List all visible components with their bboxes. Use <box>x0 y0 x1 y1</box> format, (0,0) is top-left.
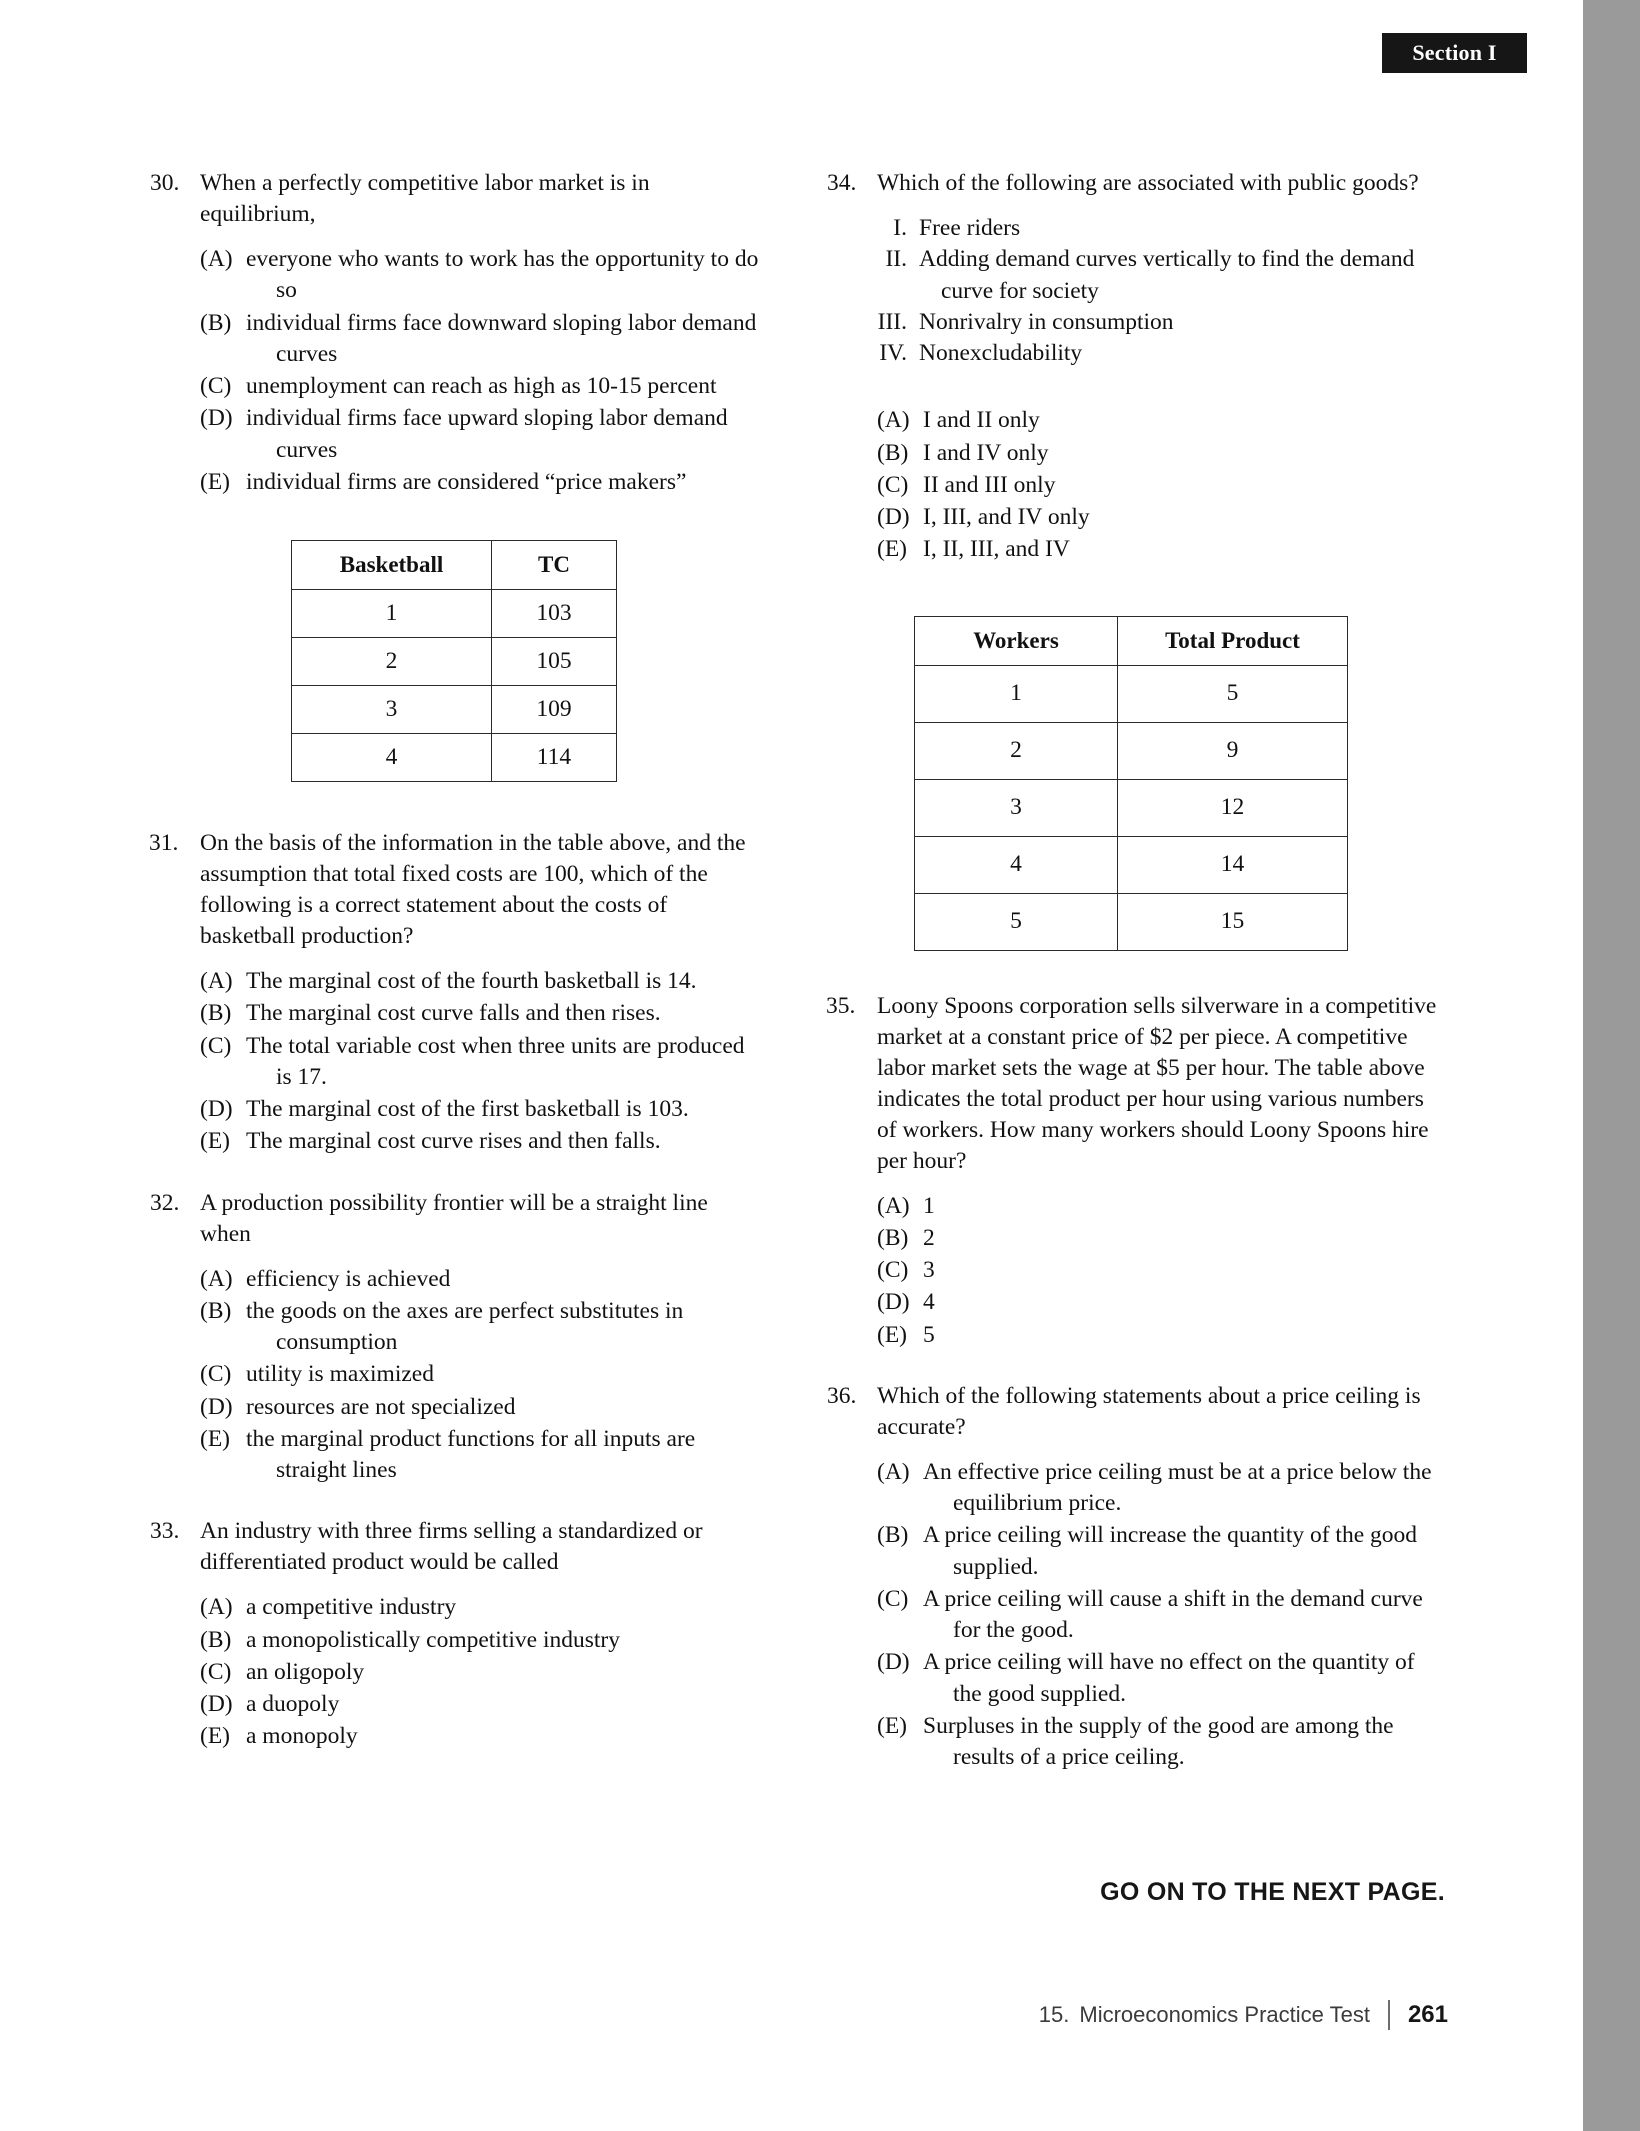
choice-letter: (A) <box>200 1265 233 1292</box>
column-header: Basketball <box>292 541 492 590</box>
table-row <box>915 836 1348 893</box>
choice-text: 1 <box>923 1192 935 1219</box>
two-column-body <box>148 168 1438 1803</box>
cell-tc: 105 <box>492 638 617 686</box>
roman-numeral: II. <box>885 246 907 273</box>
choice-letter: (E) <box>200 1425 231 1452</box>
workers-total-product-table <box>914 616 1348 951</box>
choice-item[interactable] <box>877 1287 1437 1318</box>
cell-basketball: 1 <box>292 590 492 638</box>
roman-list-item <box>871 244 1437 307</box>
choice-item[interactable] <box>877 405 1437 436</box>
choice-letter: (B) <box>200 1297 232 1324</box>
roman-numeral: I. <box>893 215 907 242</box>
choice-text: I and IV only <box>923 439 1049 466</box>
question-31-stem: On the basis of the information in the table above, and the assumption that total fixed costs are 100, which of the following is a correct statement about the costs of basketball production? <box>200 830 746 950</box>
table-row <box>292 590 617 638</box>
cell-workers: 2 <box>915 722 1118 779</box>
cell-tc: 114 <box>492 734 617 782</box>
question-35-header <box>825 991 1437 1177</box>
cell-basketball: 2 <box>292 638 492 686</box>
choice-letter: (D) <box>877 1649 910 1676</box>
cell-total-product: 5 <box>1118 665 1348 722</box>
question-34 <box>825 168 1437 566</box>
question-36-number: 36. <box>827 1382 857 1409</box>
choice-text: utility is maximized <box>246 1361 434 1388</box>
choice-item[interactable] <box>200 1592 760 1623</box>
roman-list-item <box>871 213 1437 244</box>
choice-letter: (C) <box>877 471 909 498</box>
choice-text: I, III, and IV only <box>923 504 1090 531</box>
table-row <box>292 686 617 734</box>
choice-text: the marginal product functions for all inputs are straight lines <box>246 1425 696 1484</box>
choice-letter: (B) <box>200 1626 232 1653</box>
choice-text: The marginal cost of the first basketball is 103. <box>246 1096 689 1123</box>
roman-text: Free riders <box>919 215 1021 242</box>
choice-text: individual firms face upward sloping labor demand curves <box>246 405 728 463</box>
choice-item[interactable] <box>877 1191 1437 1222</box>
page-footer <box>0 2000 1448 2030</box>
question-34-choices <box>825 405 1437 565</box>
choice-letter: (D) <box>200 405 233 432</box>
choice-item[interactable] <box>877 438 1437 469</box>
choice-item[interactable] <box>200 1094 760 1125</box>
page-number: 261 <box>1407 2001 1448 2028</box>
question-31-number: 31. <box>149 830 179 857</box>
spacer <box>825 369 1437 391</box>
cell-total-product: 15 <box>1118 893 1348 950</box>
choice-item[interactable] <box>877 502 1437 533</box>
cell-tc: 103 <box>492 590 617 638</box>
choice-text: The total variable cost when three units are produced is 17. <box>246 1032 745 1090</box>
choice-item[interactable] <box>877 470 1437 501</box>
choice-letter: (C) <box>877 1585 909 1612</box>
choice-item[interactable] <box>200 1689 760 1720</box>
choice-text: An effective price ceiling must be at a price below the equilibrium price. <box>923 1458 1432 1517</box>
choice-item[interactable] <box>877 1255 1437 1286</box>
choice-letter: (B) <box>877 1224 909 1251</box>
choice-letter: (C) <box>200 1032 232 1059</box>
choice-letter: (E) <box>200 1723 231 1750</box>
choice-letter: (A) <box>200 246 233 273</box>
question-33-header <box>148 1516 760 1578</box>
footer-chapter-number: 15. <box>1038 2002 1070 2027</box>
choice-item[interactable] <box>877 1520 1437 1583</box>
roman-text: Nonexcludability <box>919 340 1083 367</box>
basketball-table-container <box>148 540 760 782</box>
question-32-choices <box>148 1264 760 1487</box>
choice-letter: (D) <box>877 504 910 531</box>
choice-item[interactable] <box>877 1457 1437 1520</box>
choice-letter: (A) <box>200 1594 233 1621</box>
choice-text: 4 <box>923 1289 935 1316</box>
table-row <box>915 893 1348 950</box>
question-32-header <box>148 1188 760 1250</box>
choice-item[interactable] <box>200 1424 760 1487</box>
question-36-choices <box>825 1457 1437 1774</box>
cell-workers: 3 <box>915 779 1118 836</box>
choice-item[interactable] <box>200 244 760 307</box>
right-column <box>825 168 1437 1803</box>
choice-item[interactable] <box>200 998 760 1029</box>
choice-item[interactable] <box>877 1711 1437 1774</box>
choice-letter: (D) <box>200 1096 233 1123</box>
table-row <box>915 779 1348 836</box>
choice-text: resources are not specialized <box>246 1393 516 1420</box>
cell-tc: 109 <box>492 686 617 734</box>
roman-numeral: IV. <box>879 340 907 367</box>
table-header-row <box>915 616 1348 665</box>
choice-item[interactable] <box>200 966 760 997</box>
choice-text: a duopoly <box>246 1691 340 1718</box>
choice-item[interactable] <box>200 1721 760 1752</box>
question-32-stem: A production possibility frontier will be a straight line when <box>200 1189 708 1247</box>
choice-item[interactable] <box>200 1031 760 1094</box>
question-30-number: 30. <box>150 170 180 196</box>
choice-letter: (E) <box>200 468 231 495</box>
footer-divider <box>1388 2000 1390 2030</box>
choice-letter: (A) <box>200 968 233 995</box>
choice-item[interactable] <box>200 1126 760 1157</box>
choice-item[interactable] <box>877 1647 1437 1710</box>
cell-total-product: 9 <box>1118 722 1348 779</box>
table-row <box>915 665 1348 722</box>
workers-table-container <box>825 616 1437 951</box>
footer-chapter-title: Microeconomics Practice Test <box>1079 2002 1370 2027</box>
question-33-stem: An industry with three firms selling a standardized or differentiated product would be called <box>200 1518 703 1576</box>
question-36 <box>825 1381 1437 1774</box>
choice-text: 3 <box>923 1257 935 1284</box>
left-column <box>148 168 760 1803</box>
choice-text: The marginal cost curve rises and then falls. <box>246 1128 661 1155</box>
choice-item[interactable] <box>200 308 760 371</box>
question-35-stem: Loony Spoons corporation sells silverware in a competitive market at a constant price of $2 per piece. A competitive labor market sets the wage at $5 per hour. The table above indicates the total product per hour using various numbers of workers. How many workers should Loony Spoons hire per hour? <box>877 992 1437 1174</box>
choice-text: the goods on the axes are perfect substitutes in consumption <box>246 1297 684 1356</box>
question-30 <box>148 168 760 498</box>
choice-text: I, II, III, and IV <box>923 536 1070 563</box>
table-row <box>292 638 617 686</box>
choice-text: 5 <box>923 1321 935 1348</box>
choice-item[interactable] <box>200 1359 760 1390</box>
cell-basketball: 3 <box>292 686 492 734</box>
choice-letter: (E) <box>200 1128 231 1155</box>
column-header: Total Product <box>1118 616 1348 665</box>
choice-text: A price ceiling will cause a shift in the demand curve for the good. <box>923 1585 1423 1644</box>
choice-text: a monopoly <box>246 1723 358 1750</box>
column-header: Workers <box>915 616 1118 665</box>
question-35-choices <box>825 1191 1437 1351</box>
choice-text: efficiency is achieved <box>246 1265 451 1292</box>
choice-item[interactable] <box>200 1657 760 1688</box>
question-33-choices <box>148 1592 760 1752</box>
choice-item[interactable] <box>200 1264 760 1295</box>
roman-list-item <box>871 338 1437 369</box>
question-32 <box>148 1188 760 1487</box>
choice-text: II and III only <box>923 471 1056 498</box>
choice-text: individual firms face downward sloping labor demand curves <box>246 309 757 367</box>
choice-letter: (C) <box>200 1658 232 1685</box>
choice-letter: (D) <box>200 1393 233 1420</box>
choice-letter: (C) <box>200 373 232 400</box>
go-on-next-page-notice: GO ON TO THE NEXT PAGE. <box>1100 1878 1445 1906</box>
question-32-number: 32. <box>150 1189 180 1216</box>
choice-text: A price ceiling will increase the quantity of the good supplied. <box>923 1522 1418 1580</box>
cell-workers: 1 <box>915 665 1118 722</box>
choice-letter: (B) <box>877 1522 909 1549</box>
cell-total-product: 12 <box>1118 779 1348 836</box>
question-35 <box>825 991 1437 1351</box>
choice-text: individual firms are considered “price makers” <box>246 468 687 495</box>
roman-list-item <box>871 307 1437 338</box>
choice-item[interactable] <box>877 534 1437 565</box>
choice-letter: (A) <box>877 1192 910 1219</box>
choice-item[interactable] <box>877 1223 1437 1254</box>
cell-basketball: 4 <box>292 734 492 782</box>
choice-letter: (D) <box>200 1691 233 1718</box>
table-header-row <box>292 541 617 590</box>
choice-text: an oligopoly <box>246 1658 365 1685</box>
question-34-stem: Which of the following are associated with public goods? <box>877 170 1419 196</box>
question-34-roman-list <box>825 213 1437 369</box>
roman-numeral: III. <box>877 308 907 335</box>
page-edge-bar <box>1583 0 1640 2131</box>
choice-letter: (A) <box>877 1458 910 1485</box>
choice-text: a monopolistically competitive industry <box>246 1626 620 1653</box>
choice-item[interactable] <box>877 1584 1437 1647</box>
basketball-tc-table <box>291 540 617 782</box>
choice-letter: (B) <box>200 1000 232 1027</box>
question-36-header <box>825 1381 1437 1443</box>
choice-text: unemployment can reach as high as 10-15 percent <box>246 373 717 400</box>
choice-letter: (D) <box>877 1289 910 1316</box>
cell-workers: 5 <box>915 893 1118 950</box>
section-badge: Section I <box>1382 33 1527 73</box>
roman-text: Adding demand curves vertically to find the demand curve for society <box>919 246 1415 304</box>
choice-text: a competitive industry <box>246 1594 457 1621</box>
choice-text: A price ceiling will have no effect on the quantity of the good supplied. <box>923 1649 1415 1707</box>
question-30-header <box>148 168 760 230</box>
table-row <box>292 734 617 782</box>
question-34-header <box>825 168 1437 199</box>
choice-letter: (E) <box>877 1321 908 1348</box>
question-31 <box>148 828 760 1158</box>
question-30-choices <box>148 244 760 498</box>
choice-text: everyone who wants to work has the opportunity to do so <box>246 246 759 304</box>
question-31-header <box>148 828 760 952</box>
choice-text: The marginal cost curve falls and then rises. <box>246 1000 661 1027</box>
choice-text: 2 <box>923 1224 935 1251</box>
column-header: TC <box>492 541 617 590</box>
choice-item[interactable] <box>877 1320 1437 1351</box>
table-row <box>915 722 1348 779</box>
question-35-number: 35. <box>826 992 856 1019</box>
question-36-stem: Which of the following statements about a price ceiling is accurate? <box>877 1382 1421 1440</box>
choice-letter: (B) <box>200 309 232 336</box>
roman-text: Nonrivalry in consumption <box>919 308 1174 335</box>
choice-item[interactable] <box>200 403 760 466</box>
choice-letter: (C) <box>200 1361 232 1388</box>
choice-item[interactable] <box>200 1296 760 1359</box>
choice-letter: (E) <box>877 536 908 563</box>
question-30-stem: When a perfectly competitive labor market is in equilibrium, <box>200 170 650 228</box>
question-33 <box>148 1516 760 1752</box>
choice-item[interactable] <box>200 371 760 402</box>
choice-item[interactable] <box>200 1625 760 1656</box>
choice-item[interactable] <box>200 467 760 498</box>
cell-workers: 4 <box>915 836 1118 893</box>
question-34-number: 34. <box>827 170 857 196</box>
choice-text: The marginal cost of the fourth basketball is 14. <box>246 968 697 995</box>
question-31-choices <box>148 966 760 1158</box>
choice-text: I and II only <box>923 407 1040 434</box>
choice-letter: (C) <box>877 1257 909 1284</box>
choice-letter: (E) <box>877 1712 908 1739</box>
cell-total-product: 14 <box>1118 836 1348 893</box>
choice-letter: (B) <box>877 439 909 466</box>
question-33-number: 33. <box>150 1518 180 1545</box>
choice-letter: (A) <box>877 407 910 434</box>
choice-text: Surpluses in the supply of the good are among the results of a price ceiling. <box>923 1712 1394 1771</box>
choice-item[interactable] <box>200 1392 760 1423</box>
